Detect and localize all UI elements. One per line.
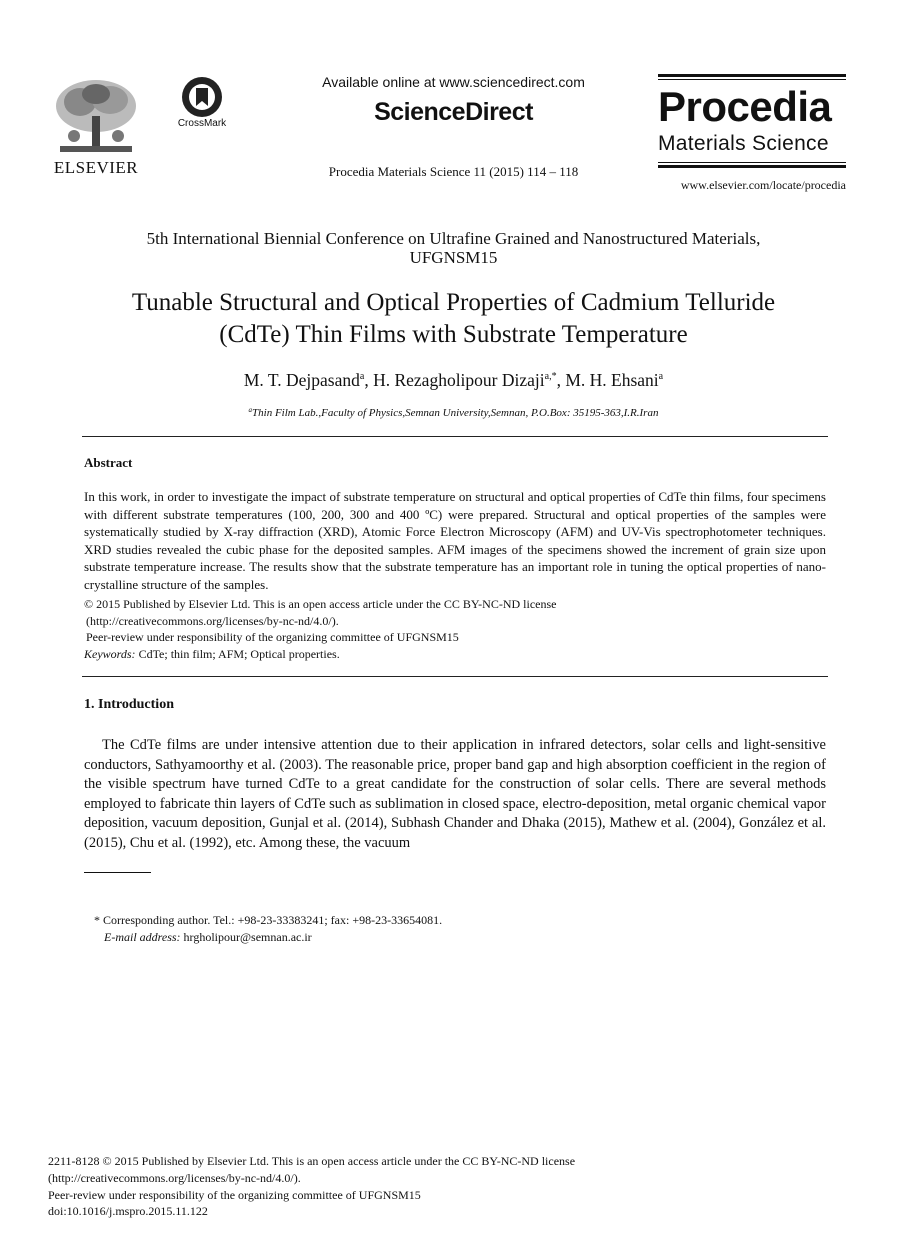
keywords-label: Keywords: [84,647,136,661]
affiliation [60,406,847,419]
abstract-body: In this work, in order to investigate the impact of substrate temperature on structural and optical properties of CdTe thin films, four specimens with different substrate temperatures (100, 200, 300 and 400 ºC) were prepared. Structural and optical properties of the samples were systematically studied by X-ray diffraction (XRD), Atomic Force Electron Microscopy (AFM) and UV-Vis spectrophotometer techniques. XRD studies revealed the cubic phase for the deposited samples. AFM images of the specimens showed the increment of grain size upon substrate temperature increase. The results show that the substrate temperature has an important role in tuning the optical properties of nano-crystalline structure of the samples. [84,489,826,592]
sciencedirect-brand: ScienceDirect [374,98,533,126]
footer-peer-review: Peer-review under responsibility of the organizing committee of UFGNSM15 [48,1188,421,1202]
footer-copyright: 2211-8128 © 2015 Published by Elsevier Ltd. This is an open access article under the CC BY-NC-ND license [48,1154,576,1168]
introduction-body: The CdTe films are under intensive attention due to their application in infrared detectors, solar cells and light-sensitive conductors, Sathyamoorthy et al. (2003). The reasonable price, proper band gap and high absorption coefficient in the region of the visible spectrum have turned CdTe to a great candidate for the construction of solar cells. There are several methods employed to fabricate thin layers of CdTe such as sublimation in closed space, electro-deposition, metal organic chemical vapor deposition, vacuum deposition, Gunjal et al. (2014), Subhash Chander and Dhaka (2015), Mathew et al. (2004), González et al. (2015), Chu et al. (1992), etc. Among these, the vacuum [84,737,826,851]
elsevier-logo [50,76,142,178]
available-online-line: Available online at www.sciencedirect.com [322,74,585,90]
procedia-subtitle: Materials Science [658,132,829,155]
email-label: E-mail address: [104,930,181,944]
conference-line2: UFGNSM15 [409,248,498,267]
abstract-copyright: © 2015 Published by Elsevier Ltd. This is an open access article under the CC BY-NC-ND license [84,597,557,611]
footnote-rule [84,872,151,873]
journal-reference: Procedia Materials Science 11 (2015) 114 – 118 [328,164,579,179]
section-divider [82,436,828,437]
title-line2: (CdTe) Thin Films with Substrate Temperature [219,321,688,348]
corresponding-author-note: * Corresponding author. Tel.: +98-23-33383241; fax: +98-23-33654081. [94,913,443,927]
author-name: , M. H. Ehsani [556,370,659,390]
footer-license-link[interactable]: (http://creativecommons.org/licenses/by-nc-nd/4.0/). [48,1171,301,1185]
abstract-heading: Abstract [84,455,133,470]
masthead-rule [658,162,846,163]
masthead-rule [658,74,846,77]
email-address[interactable]: hrgholipour@semnan.ac.ir [180,930,312,944]
procedia-masthead [658,74,846,170]
license-link[interactable]: (http://creativecommons.org/licenses/by-nc-nd/4.0/). [86,614,339,628]
affiliation-mark: a [248,406,253,414]
conference-name [60,229,847,267]
procedia-title: Procedia [658,83,832,130]
masthead-rule [658,165,846,168]
email-note [104,930,312,945]
author-affil-mark: a [359,371,365,382]
crossmark-label: CrossMark [177,118,227,129]
author-name: , H. Rezagholipour Dizaji [364,370,545,390]
paper-title [60,287,847,351]
conference-line1: 5th International Biennial Conference on Ultrafine Grained and Nanostructured Materials, [146,229,761,248]
author-affil-mark: a,* [544,371,557,382]
author-affil-mark: a [658,371,664,382]
peer-review-note: Peer-review under responsibility of the organizing committee of UFGNSM15 [86,630,459,644]
elsevier-wordmark: ELSEVIER [53,158,139,177]
affiliation-text: Thin Film Lab.,Faculty of Physics,Semnan University,Semnan, P.O.Box: 35195-363,I.R.Iran [252,407,659,419]
keywords [84,647,340,662]
title-line1: Tunable Structural and Optical Properties of Cadmium Telluride [131,289,776,316]
author-list [60,370,847,391]
keywords-list: CdTe; thin film; AFM; Optical properties. [135,647,340,661]
section-divider [82,676,828,677]
masthead-rule [658,79,846,80]
procedia-url-link[interactable]: www.elsevier.com/locate/procedia [680,178,846,192]
footer-doi[interactable]: doi:10.1016/j.mspro.2015.11.122 [48,1204,208,1218]
introduction-heading: 1. Introduction [84,697,174,712]
author-name: M. T. Dejpasand [243,370,360,390]
